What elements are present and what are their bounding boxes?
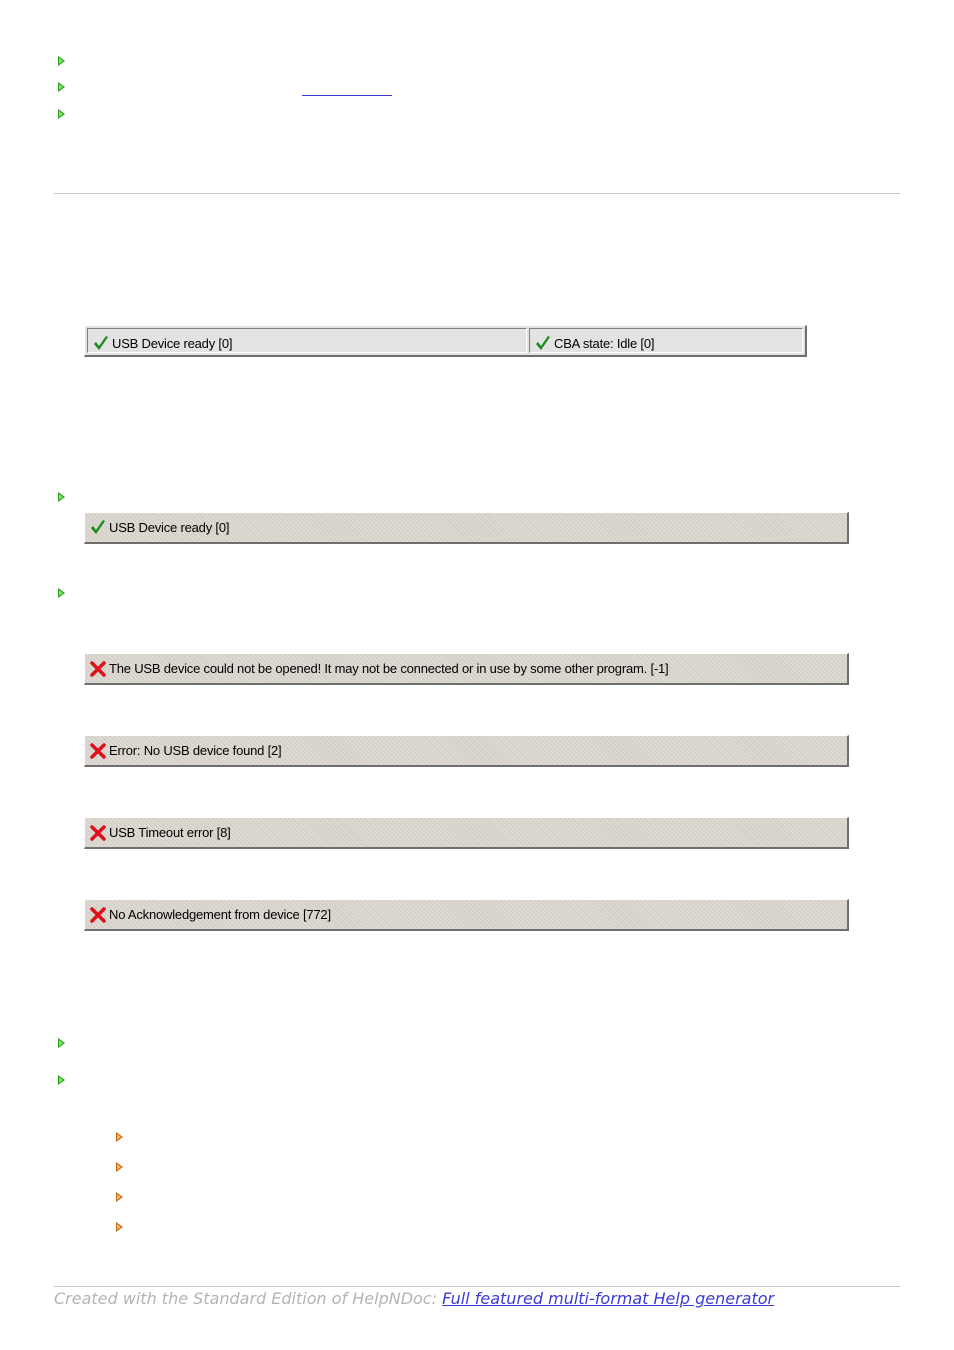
footer-link[interactable]: Full featured multi-format Help generator bbox=[442, 1289, 775, 1308]
divider bbox=[54, 193, 900, 194]
sub-bullet-icon bbox=[116, 1192, 123, 1202]
sub-bullet-icon bbox=[116, 1222, 123, 1232]
status-panel-usb bbox=[87, 328, 527, 353]
footer-prefix: Created with the Standard Edition of HelpNDoc: bbox=[54, 1289, 443, 1308]
check-icon bbox=[89, 519, 107, 537]
error-x-icon bbox=[89, 906, 107, 924]
bullet-icon bbox=[58, 492, 65, 502]
status-panel-cba bbox=[529, 328, 803, 353]
status-bar-combined bbox=[84, 325, 807, 357]
error-x-icon bbox=[89, 824, 107, 842]
bullet-icon bbox=[58, 109, 65, 119]
sub-bullet-icon bbox=[116, 1162, 123, 1172]
status-bar-error bbox=[84, 899, 849, 931]
bullet-icon bbox=[58, 1038, 65, 1048]
status-bar-ready bbox=[84, 512, 849, 544]
status-text: Error: No USB device found [2] bbox=[109, 743, 282, 758]
footer-divider bbox=[54, 1286, 900, 1287]
sub-bullet-icon bbox=[116, 1132, 123, 1142]
error-x-icon bbox=[89, 742, 107, 760]
error-x-icon bbox=[89, 660, 107, 678]
check-icon bbox=[534, 335, 552, 353]
status-text: CBA state: Idle [0] bbox=[554, 336, 655, 351]
footer bbox=[54, 1289, 774, 1308]
status-text: USB Device ready [0] bbox=[112, 336, 233, 351]
bullet-icon bbox=[58, 588, 65, 598]
link-underline[interactable] bbox=[302, 95, 392, 96]
status-text: USB Device ready [0] bbox=[109, 520, 230, 535]
status-bar-error bbox=[84, 817, 849, 849]
status-bar-error bbox=[84, 653, 849, 685]
status-text: No Acknowledgement from device [772] bbox=[109, 907, 331, 922]
bullet-icon bbox=[58, 56, 65, 66]
status-bar-error bbox=[84, 735, 849, 767]
check-icon bbox=[92, 335, 110, 353]
bullet-icon bbox=[58, 1075, 65, 1085]
status-text: The USB device could not be opened! It may not be connected or in use by some other program. [-1] bbox=[109, 661, 669, 676]
status-text: USB Timeout error [8] bbox=[109, 825, 231, 840]
bullet-icon bbox=[58, 82, 65, 92]
